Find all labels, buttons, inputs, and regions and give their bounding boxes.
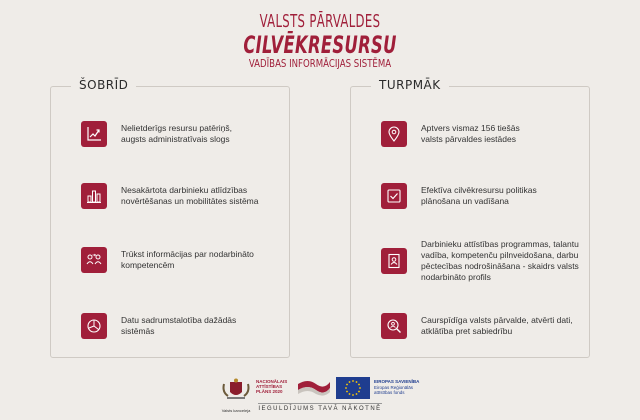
footer — [0, 372, 640, 420]
profile-document-icon — [381, 248, 407, 274]
item-text-line: kompetencēm — [121, 260, 175, 270]
people-exchange-icon — [81, 247, 107, 273]
item-text-line: sistēmās — [121, 326, 155, 336]
title-line-1: VALSTS PĀRVALDES — [259, 11, 381, 32]
bar-chart-icon — [81, 183, 107, 209]
item-text-line: atklātība pret sabiedrību — [421, 326, 513, 336]
list-item — [381, 121, 581, 147]
item-text — [121, 185, 259, 207]
footer-tagline: IEGULDĪJUMS TAVĀ NĀKOTNĒ — [258, 406, 382, 412]
pie-chart-icon — [81, 313, 107, 339]
item-text-line: valsts pārvaldes iestādes — [421, 134, 516, 144]
list-item — [81, 313, 281, 339]
logo-text-line: NACIONĀLAIS — [256, 379, 288, 384]
ndp-flag-icon — [296, 376, 332, 403]
panel-title-future: TURPMĀK — [371, 78, 449, 92]
logo-text-line: PLĀNS 2020 — [256, 389, 283, 394]
item-text — [121, 315, 236, 337]
location-pin-icon — [381, 121, 407, 147]
item-text-line: Nelietderīgs resursu patēriņš, — [121, 123, 233, 133]
title-line-3: VADĪBAS INFORMĀCIJAS SISTĒMA — [248, 57, 392, 70]
logo-text-line: Eiropas Reģionālās — [374, 384, 414, 390]
header — [0, 12, 640, 70]
list-item — [81, 183, 281, 209]
footer-divider — [258, 403, 382, 404]
panel-title-current: ŠOBRĪD — [71, 78, 136, 92]
item-text-line: plānošana un vadīšana — [421, 196, 509, 206]
item-text-line: Darbinieku attīstības programmas, talantu — [421, 239, 579, 249]
item-text-line: nodarbināto profils — [421, 272, 491, 282]
list-item — [381, 183, 581, 209]
list-item — [81, 247, 281, 273]
item-text — [421, 185, 537, 207]
item-text-line: augsts administratīvais slogs — [121, 134, 230, 144]
item-text-line: Efektīva cilvēkresursu politikas — [421, 185, 537, 195]
item-text-line: Nesakārtota darbinieku atlīdzības — [121, 185, 248, 195]
item-text-line: Aptvers vismaz 156 tiešās — [421, 123, 520, 133]
ndp-logo — [256, 379, 296, 394]
list-item — [81, 121, 281, 147]
eu-fund-logo — [374, 379, 434, 396]
item-text-line: vadība, kompetenču pilnveidošana, darbu — [421, 250, 579, 260]
item-text — [421, 315, 573, 337]
chart-trend-up-icon — [81, 121, 107, 147]
checkbox-icon — [381, 183, 407, 209]
item-text — [121, 249, 254, 271]
item-text — [421, 239, 579, 283]
list-item — [381, 239, 581, 283]
list-item — [381, 313, 581, 339]
item-text-line: Caurspīdīga valsts pārvalde, atvērti dati, — [421, 315, 573, 325]
logo-text-line: EIROPAS SAVIENĪBA — [374, 379, 420, 384]
item-text-line: Datu sadrumstalotība dažādās — [121, 315, 237, 325]
logo-text-line: ATTĪSTĪBAS — [256, 384, 283, 389]
magnifier-person-icon — [381, 313, 407, 339]
item-text — [121, 123, 232, 145]
item-text-line: novērtēšanas un mobilitātes sistēma — [121, 196, 259, 206]
logo-text-line: attīstības fonds — [374, 390, 405, 395]
panel-future — [350, 78, 590, 358]
logo-caption: Valsts kanceleja — [221, 408, 251, 413]
eu-flag-icon — [336, 377, 370, 404]
item-text — [421, 123, 520, 145]
item-text-line: Trūkst informācijas par nodarbināto — [121, 249, 254, 259]
panel-current — [50, 78, 290, 358]
title-line-2: CILVĒKRESURSU — [243, 31, 397, 59]
item-text-line: pēctecības nodrošināšana - skaidrs valsts — [421, 261, 579, 271]
